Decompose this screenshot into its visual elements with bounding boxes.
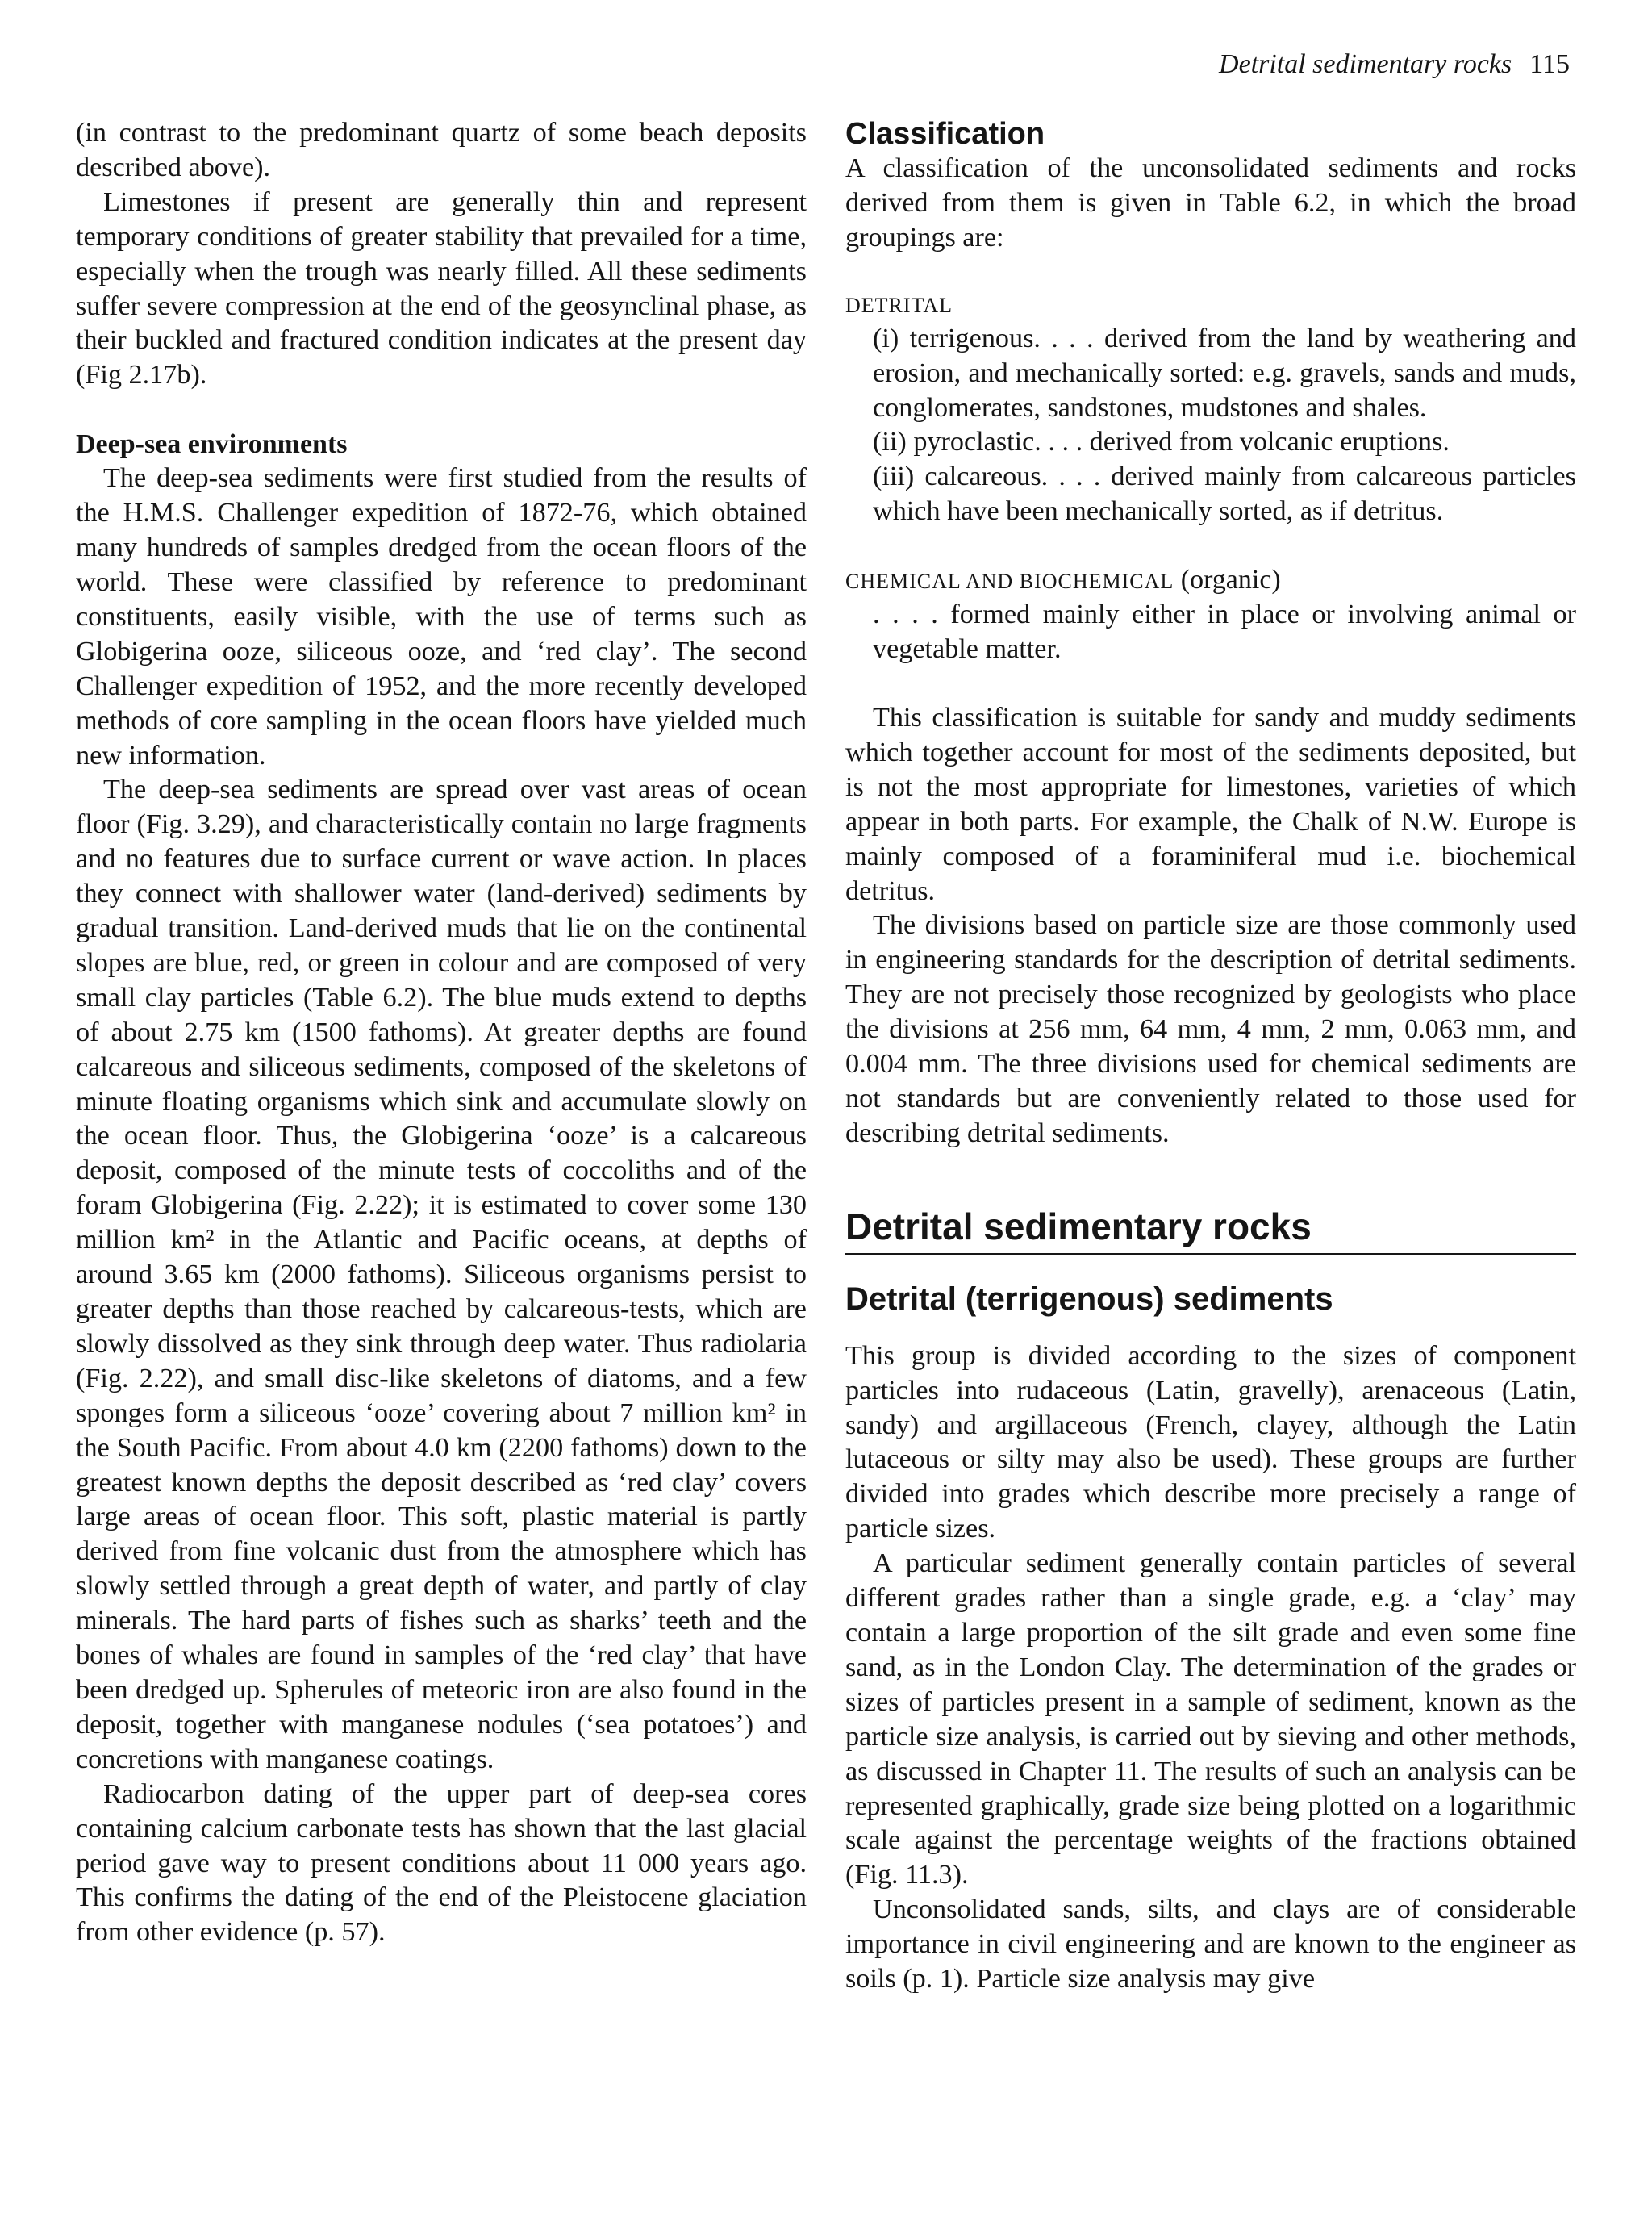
right-paragraph-6: Unconsolidated sands, silts, and clays are of considerable importance in civil engineering and are known to the engineer as soils (p. 1). Particle size analysis may give <box>845 1895 1576 1995</box>
detrital-label: DETRITAL <box>845 293 953 317</box>
chemical-label-line <box>845 563 1576 598</box>
right-column <box>845 116 1576 1997</box>
left-column <box>76 116 807 1950</box>
right-paragraph-4: This group is divided according to the sizes of component particles into rudaceous (Latin, gravelly), arenaceous (Latin, sandy) and argillaceous (French, clayey, although the Latin lutaceous or silty may also be used). These groups are further divided into grades which describe more precisely a range of particle sizes. <box>845 1340 1576 1544</box>
right-paragraph-3: The divisions based on particle size are those commonly used in engineering standards for the description of detrital sediments. They are not precisely those recognized by geologists who place the divisions at 256 mm, 64 mm, 4 mm, 2 mm, 0.063 mm, and 0.004 mm. The three divisions used for chemical sediments are not standards but are conveniently related to those used for describing detrital sediments. <box>845 910 1576 1148</box>
page-number: 115 <box>1529 49 1570 79</box>
detrital-list <box>873 322 1576 529</box>
section-heading: Detrital sedimentary rocks <box>845 1203 1576 1255</box>
left-paragraph-5: Radiocarbon dating of the upper part of deep-sea cores containing calcium carbonate tests has shown that the last glacial period gave way to present conditions about 11 000 years ago. This confirms the dating of the end of the Pleistocene glaciation from other evidence (p. 57). <box>76 1778 807 1948</box>
chemical-label: CHEMICAL AND BIOCHEMICAL <box>845 570 1174 594</box>
list-item-pyroclastic: (ii) pyroclastic. . . . derived from volcanic eruptions. <box>873 427 1450 457</box>
deep-sea-heading: Deep-sea environments <box>76 429 348 460</box>
chemical-description: . . . . formed mainly either in place or involving animal or vegetable matter. <box>873 599 1576 665</box>
left-paragraph-2: Limestones if present are generally thin and represent temporary conditions of greater stability that prevailed for a time, especially when the trough was nearly filled. All these sediments suffer severe compression at the end of the geosynclinal phase, as their buckled and fractured condition indicates at the present day (Fig 2.17b). <box>76 186 807 391</box>
right-paragraph-1: A classification of the unconsolidated sediments and rocks derived from them is given in Table 6.2, in which the broad groupings are: <box>845 153 1576 253</box>
chemical-label-suffix: (organic) <box>1174 565 1281 595</box>
subsection-heading: Detrital (terrigenous) sediments <box>845 1280 1333 1317</box>
left-paragraph-4: The deep-sea sediments are spread over vast areas of ocean floor (Fig. 3.29), and characteristically contain no large fragments and no features due to surface current or wave action. In places they connect with shallower water (land-derived) sediments by gradual transition. Land-derived muds that lie on the continental slopes are blue, red, or green in colour and are composed of very small clay particles (Table 6.2). The blue muds extend to depths of about 2.75 km (1500 fathoms). At greater depths are found calcareous and siliceous sediments, composed of the skeletons of minute floating organisms which sink and accumulate slowly on the ocean floor. Thus, the Globigerina ‘ooze’ is a calcareous deposit, composed of the minute tests of coccoliths and of the foram Globigerina (Fig. 2.22); it is estimated to cover some 130 million km² in the Atlantic and Pacific oceans, at depths of around 3.65 km (2000 fathoms). Siliceous organisms persist to greater depths than those reached by calcareous-tests, which are slowly dissolved as they sink through deep water. Thus radiolaria (Fig. 2.22), and small disc-like skeletons of diatoms, and a few sponges form a siliceous ‘ooze’ covering about 7 million km² in the South Pacific. From about 4.0 km (2200 fathoms) down to the greatest known depths the deposit described as ‘red clay’ covers large areas of ocean floor. This soft, plastic material is partly derived from fine volcanic dust from the atmosphere which has slowly settled through a great depth of water, and partly of clay minerals. The hard parts of fishes such as sharks’ teeth and the bones of whales are found in samples of the ‘red clay’ that have been dredged up. Spherules of meteoric iron are also found in the deposit, together with manganese nodules (‘sea potatoes’) and concretions with manganese coatings. <box>76 775 807 1774</box>
list-item-terrigenous: (i) terrigenous. . . . derived from the land by weathering and erosion, and mechanically sorted: e.g. gravels, sands and muds, conglomerates, sandstones, mudstones and shales. <box>873 323 1576 423</box>
right-paragraph-5: A particular sediment generally contain particles of several different grades rather than a single grade, e.g. a ‘clay’ may contain a large proportion of the silt grade and even some fine sand, as in the London Clay. The determination of the grades or sizes of particles present in a sample of sediment, known as the particle size analysis, is carried out by sieving and other methods, as discussed in Chapter 11. The results of such an analysis can be represented graphically, grade size being plotted on a logarithmic scale against the percentage weights of the fractions obtained (Fig. 11.3). <box>845 1548 1576 1890</box>
running-head <box>1219 48 1570 81</box>
running-title: Detrital sedimentary rocks <box>1219 49 1512 79</box>
classification-heading: Classification <box>845 117 1045 151</box>
right-paragraph-2: This classification is suitable for sandy and muddy sediments which together account for most of the sediments deposited, but is not the most appropriate for limestones, varieties of which appear in both parts. For example, the Chalk of N.W. Europe is mainly composed of a foraminiferal mud i.e. biochemical detritus. <box>845 702 1576 906</box>
left-paragraph-3: The deep-sea sediments were first studied from the results of the H.M.S. Challenger expedition of 1872-76, which obtained many hundreds of samples dredged from the ocean floors of the world. These were classified by reference to predominant constituents, easily visible, with the use of terms such as Globigerina ooze, siliceous ooze, and ‘red clay’. The second Challenger expedition of 1952, and the more recently developed methods of core sampling in the ocean floors have yielded much new information. <box>76 463 807 771</box>
list-item-calcareous: (iii) calcareous. . . . derived mainly from calcareous particles which have been mechanically sorted, as if detritus. <box>873 462 1576 527</box>
left-paragraph-1: (in contrast to the predominant quartz of some beach deposits described above). <box>76 118 807 182</box>
